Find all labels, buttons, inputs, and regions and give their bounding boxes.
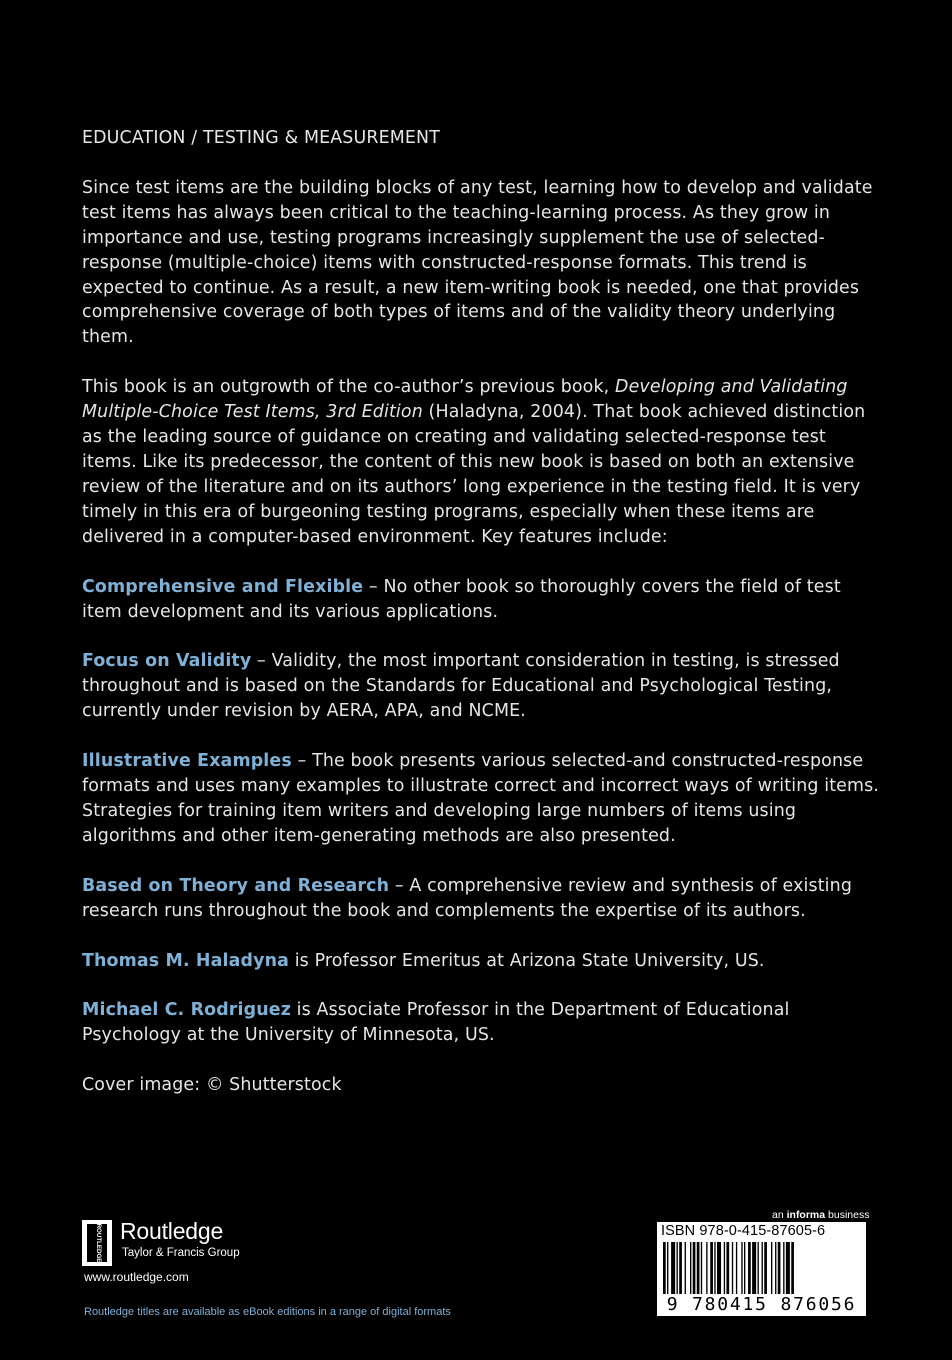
feature-validity [82, 649, 882, 724]
barcode-bar [771, 1242, 772, 1294]
barcode-bar [744, 1242, 745, 1294]
feature-title: Illustrative Examples [82, 751, 292, 772]
publisher-name: Routledge [120, 1218, 224, 1244]
informa-brand: informa [786, 1209, 826, 1221]
cover-credit: Cover image: © Shutterstock [82, 1075, 342, 1096]
barcode-digits: 9 780415 876056 [666, 1294, 857, 1315]
barcode-bar [786, 1242, 790, 1294]
barcode-bar [717, 1242, 721, 1294]
isbn-label: ISBN 978-0-415-87605-6 [661, 1223, 826, 1239]
barcode-bar [677, 1242, 678, 1294]
outgrowth-paragraph [82, 375, 882, 549]
barcode-bar [671, 1242, 675, 1294]
category-heading: EDUCATION / TESTING & MEASUREMENT [82, 128, 440, 148]
feature-theory [82, 874, 882, 924]
feature-comprehensive [82, 575, 882, 625]
barcode-bar [778, 1242, 781, 1294]
barcode-bar [714, 1242, 715, 1294]
barcode-bar [732, 1242, 733, 1294]
barcode-bar [736, 1242, 737, 1294]
publisher-logo [82, 1220, 342, 1270]
barcode-bar [701, 1242, 702, 1294]
informa-tagline: an informa business [772, 1209, 870, 1221]
feature-title: Focus on Validity [82, 651, 252, 672]
barcode-bar [783, 1242, 784, 1294]
barcode-bar [667, 1242, 668, 1294]
ebook-note: Routledge titles are available as eBook editions in a range of digital formats [84, 1306, 451, 1318]
previous-book-title: Developing and Validating Multiple-Choice Test Items, 3rd Edition [82, 377, 848, 423]
author-bio-haladyna [82, 949, 882, 974]
feature-text: – A comprehensive review and synthesis of existing research runs throughout the book and complements the expertise of its authors. [82, 875, 853, 921]
author-name: Thomas M. Haladyna [82, 950, 290, 971]
publisher-website[interactable]: www.routledge.com [84, 1270, 189, 1284]
intro-paragraph: Since test items are the building blocks of any test, learning how to develop and validate test items has always been critical to the teaching-learning process. As they grow in importance and use, testing programs increasingly supplement the use of selected-response (multiple-choice) items with constructed-response formats. This trend is expected to continue. As a result, a new item-writing book is needed, one that provides comprehensive coverage of both types of items and of the validity theory underlying them. [82, 177, 873, 348]
barcode-bar [726, 1242, 729, 1294]
barcode-bar [758, 1242, 759, 1294]
barcode-bar [693, 1242, 696, 1294]
feature-title: Based on Theory and Research [82, 875, 390, 896]
barcode-bar [791, 1242, 794, 1294]
barcode-bar [764, 1242, 767, 1294]
outgrowth-text-start: This book is an outgrowth of the co-author’s previous book, [82, 377, 616, 398]
outgrowth-text-end: (Haladyna, 2004). That book achieved distinction as the leading source of guidance on creating and validating selected-response test items. Like its predecessor, the content of this new book is based on both an extensive review of the literature and on its authors’ long experience in the testing field. It is very timely in this era of burgeoning testing programs, especially when these items are delivered in a computer-based environment. Key features include: [82, 402, 866, 547]
author-text: is Associate Professor in the Department of Educational Psychology at the University of Minnesota, US. [82, 1000, 790, 1046]
barcode-bar [748, 1242, 751, 1294]
feature-text: – Validity, the most important consideration in testing, is stressed throughout and is based on the Standards for Educational and Psychological Testing, currently under revision by AERA, APA, and NCME. [82, 651, 840, 722]
barcode-bars [661, 1242, 862, 1294]
barcode-bar [775, 1242, 776, 1294]
logo-wordmark: ROUTLEDGE [95, 1223, 102, 1263]
publisher-group: Taylor & Francis Group [122, 1247, 240, 1259]
isbn-barcode [657, 1222, 866, 1316]
barcode-bar [685, 1242, 686, 1294]
author-bio-rodriguez [82, 998, 882, 1048]
routledge-logo-icon [82, 1220, 112, 1266]
barcode-bar [741, 1242, 742, 1294]
back-cover-text [82, 126, 882, 1123]
feature-examples [82, 749, 882, 849]
feature-title: Comprehensive and Flexible [82, 576, 364, 597]
feature-text: – The book presents various selected-and constructed-response formats and uses many examples to illustrate correct and incorrect ways of writing items. Strategies for training item writers and developing large numbers of items using algorithms and other item-generating methods are also presented. [82, 751, 880, 846]
feature-text: – No other book so thoroughly covers the field of test item development and its various applications. [82, 576, 841, 622]
barcode-bar [697, 1242, 700, 1294]
barcode-bar [706, 1242, 707, 1294]
author-name: Michael C. Rodriguez [82, 1000, 291, 1021]
author-text: is Professor Emeritus at Arizona State University, US. [289, 950, 765, 971]
barcode-bar [724, 1242, 725, 1294]
barcode-bar [679, 1242, 682, 1294]
barcode-bar [690, 1242, 691, 1294]
barcode-bar [762, 1242, 763, 1294]
barcode-bar [710, 1242, 713, 1294]
barcode-bar [663, 1242, 666, 1294]
barcode-bar [752, 1242, 756, 1294]
